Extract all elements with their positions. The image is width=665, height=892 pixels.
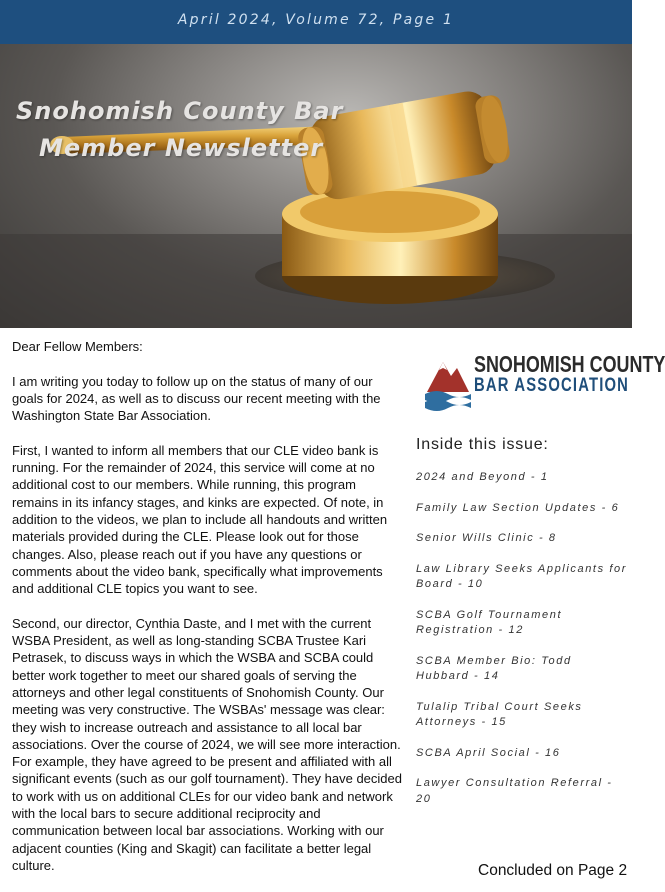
toc-item[interactable]: Senior Wills Clinic - 8: [416, 532, 557, 544]
logo-wordmark: [474, 351, 665, 396]
letter-salutation: Dear Fellow Members:: [12, 339, 143, 354]
letter-paragraph: Second, our director, Cynthia Daste, and I met with the current WSBA President, as well as long-standing SCBA Trustee Kari Petrasek, to discuss ways in which the WSBA and SCBA could better work together to meet our shared goals of serving the attorneys and other legal constituents of Snohomish County. Our meeting was very constructive. The WSBAs' message was clear: they wish to increase outreach and assistance to all local bar associations. Over the course of 2024, we will see more interaction. For example, they have agreed to be present and affiliated with all significant events (such as our golf tournament). They have decided to work with us on additional CLEs for our video bank and network with the local bars to secure additional reciprocity and communication between local bar associations. Working with our adjacent counties (King and Skagit) can facilitate a better legal culture.: [12, 615, 402, 873]
toc-item[interactable]: Family Law Section Updates - 6: [416, 501, 620, 514]
gavel-illustration: [0, 44, 632, 328]
letter-paragraph: I am writing you today to follow up on the status of many of our goals for 2024, as well as to discuss our recent meeting with the Washington State Bar Association.: [12, 373, 381, 424]
issue-line: April 2024, Volume 72, Page 1: [177, 12, 455, 28]
newsletter-title-line1: Snohomish County Bar: [16, 97, 344, 125]
concluded-note: Concluded on Page 2: [478, 862, 628, 879]
inside-issue-heading: Inside this issue:: [416, 436, 549, 453]
toc-item[interactable]: Law Library Seeks Applicants for Board - 10: [416, 562, 627, 590]
president-letter: [12, 338, 404, 892]
toc-item[interactable]: SCBA Golf Tournament Registration - 12: [416, 608, 563, 636]
toc-item[interactable]: Lawyer Consultation Referral - 20: [416, 777, 613, 805]
letter-paragraph: First, I wanted to inform all members that our CLE video bank is running. For the remainder of 2024, this service will come at no additional cost to our members. While running, this program remains in its infancy stages, and kinks are expected. Of note, in addition to the videos, we plan to include all handouts and written materials provided during the CLE. Please look out for those changes. Also, please reach out if you have any questions or comments about the video bank, specifically what improvements and additional CLE topics you want to see.: [12, 442, 388, 597]
toc-item[interactable]: 2024 and Beyond - 1: [416, 471, 549, 483]
toc-item[interactable]: Tulalip Tribal Court Seeks Attorneys - 15: [416, 700, 583, 728]
mountain-icon: [425, 348, 471, 410]
toc-item[interactable]: SCBA April Social - 16: [416, 746, 561, 759]
newsletter-title-line2: Member Newsletter: [39, 134, 324, 162]
logo-line2: BAR ASSOCIATION: [474, 375, 630, 396]
inside-issue-list: [416, 470, 632, 807]
scba-logo: [425, 348, 665, 410]
hero-image: [0, 44, 632, 328]
toc-item[interactable]: SCBA Member Bio: Todd Hubbard - 14: [416, 654, 572, 682]
issue-header-bar: [0, 0, 632, 44]
logo-line1: SNOHOMISH COUNTY: [474, 351, 665, 377]
